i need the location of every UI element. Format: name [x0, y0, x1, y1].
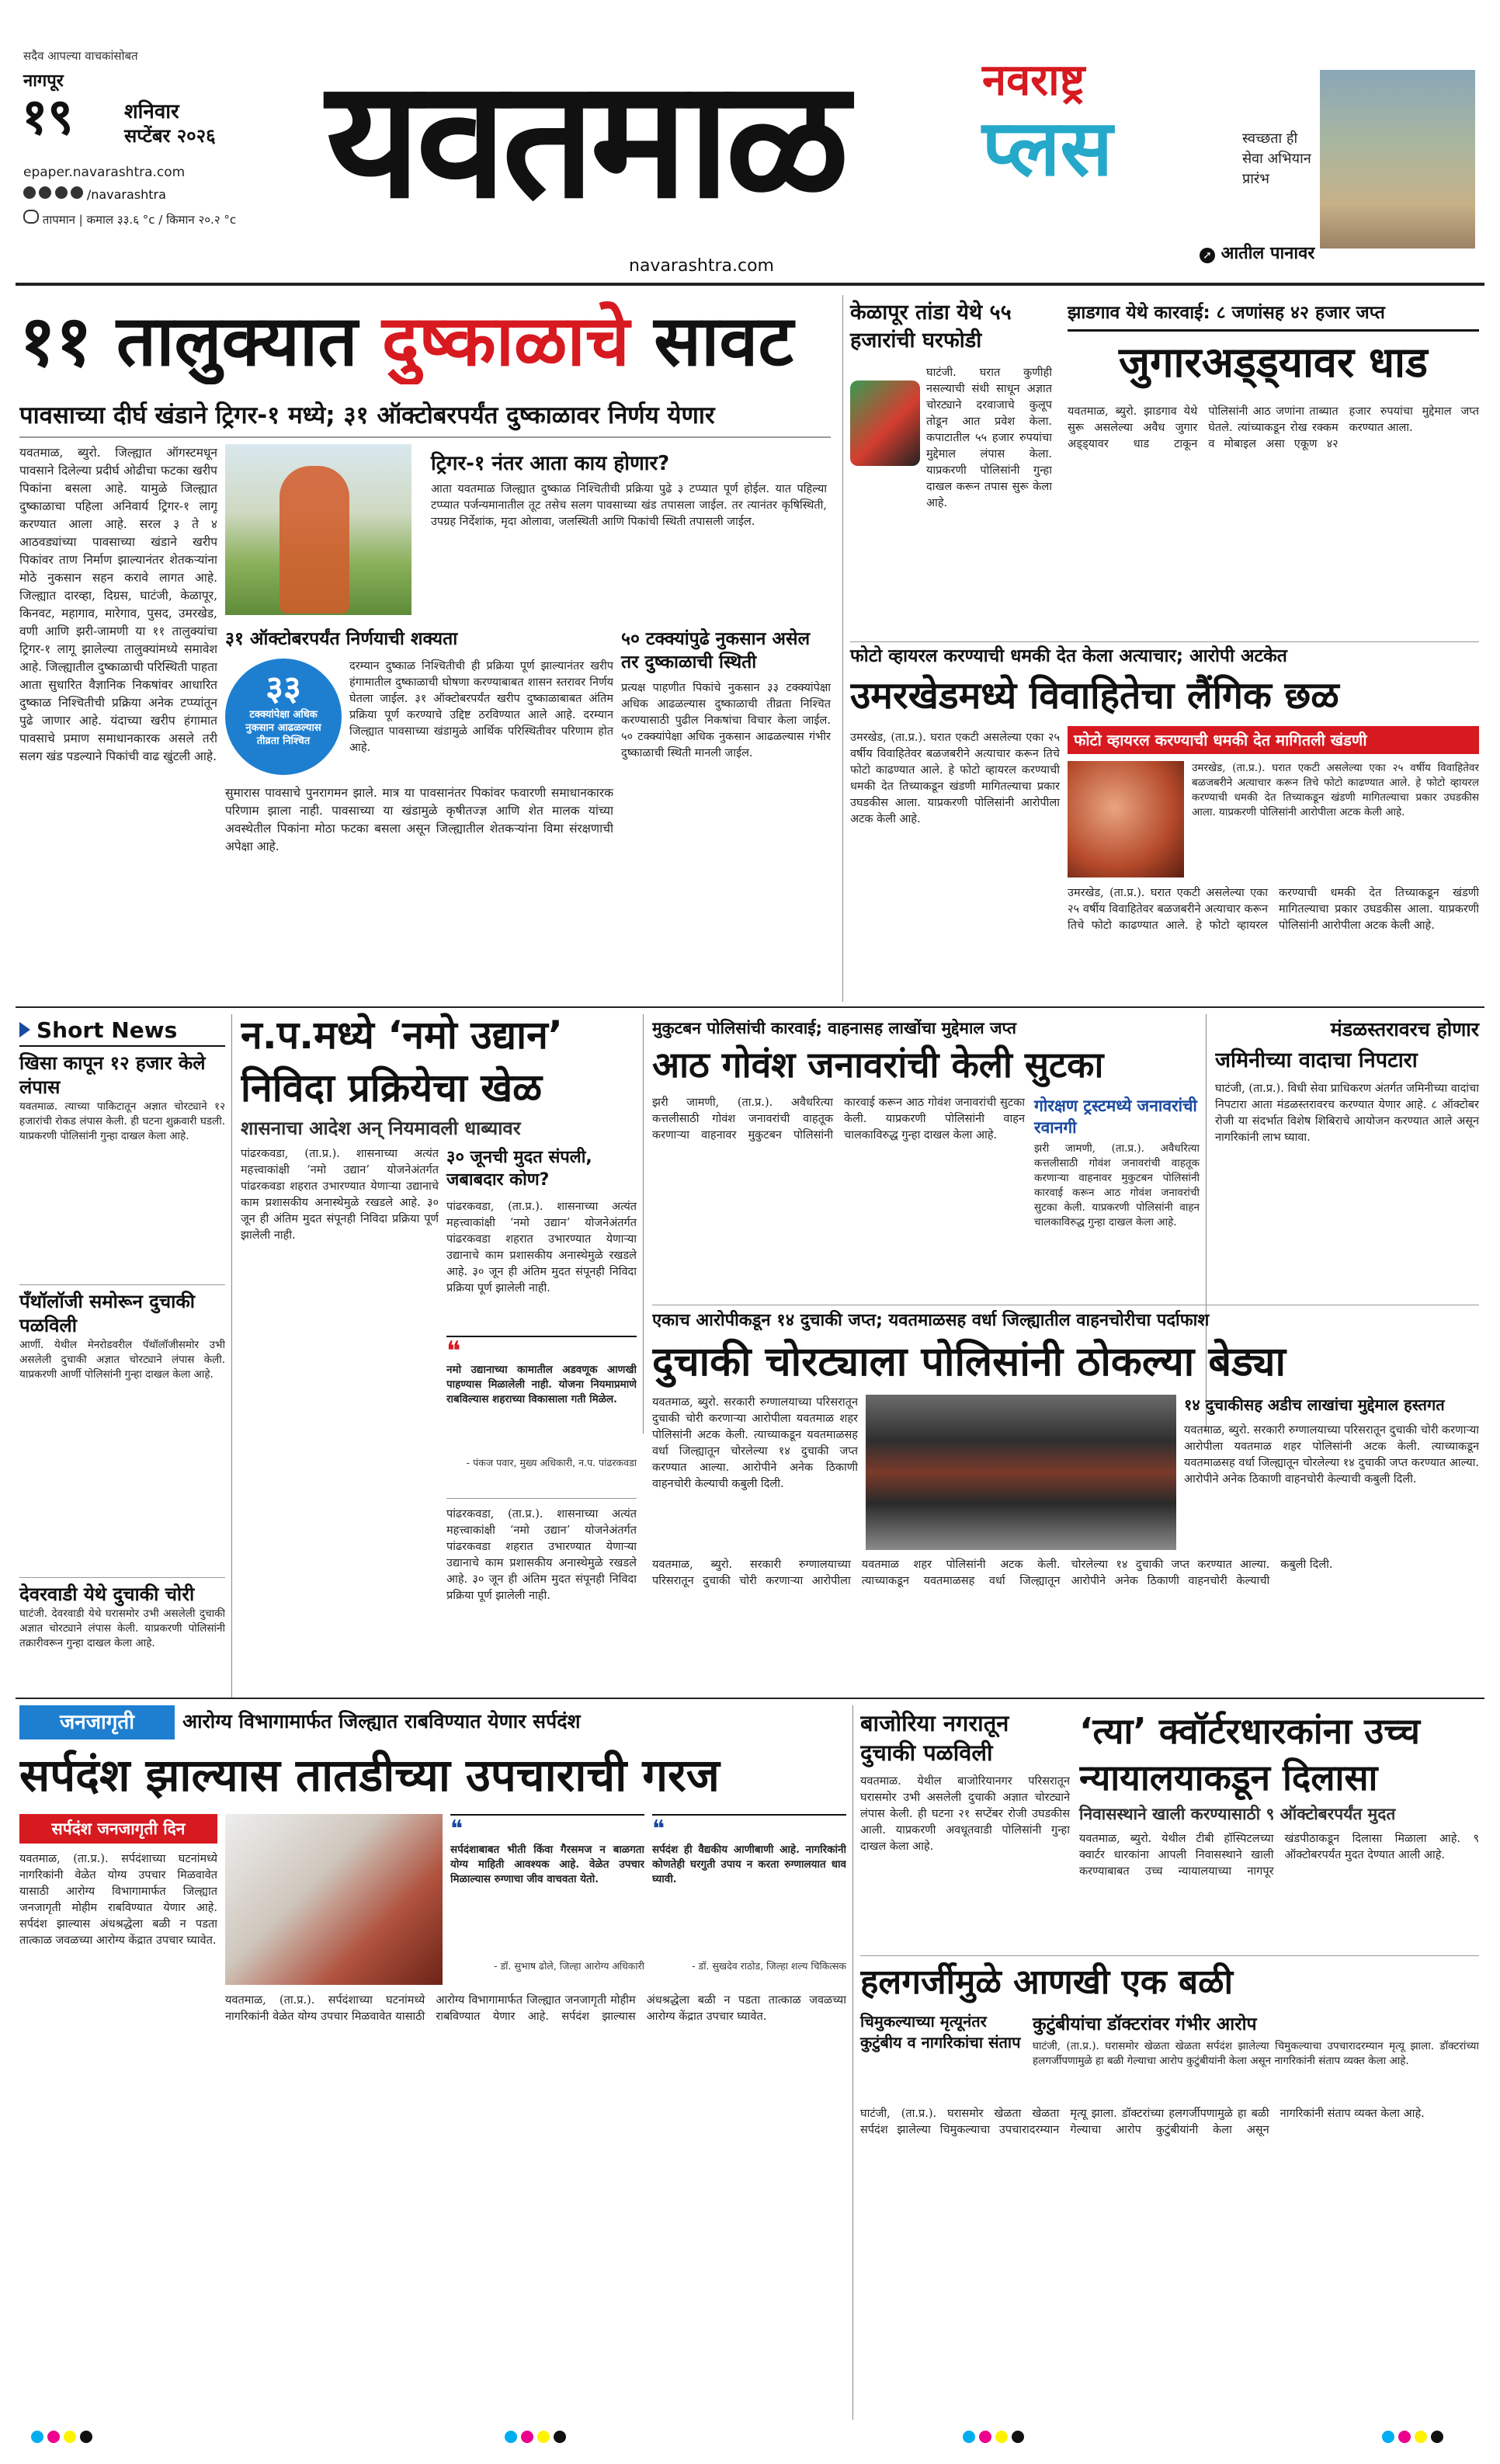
- namo-quote-box: [446, 1336, 637, 1499]
- short-news-label: Short News: [36, 1017, 178, 1043]
- awareness-tag: [19, 1705, 175, 1739]
- youtube-icon[interactable]: [71, 186, 83, 199]
- another-kicker-box: [860, 2011, 1023, 2089]
- short-news-icon: [19, 1022, 30, 1037]
- brand-bottom: प्लस: [982, 103, 1113, 193]
- bajoria-body: यवतमाळ. येथील बाजोरियानगर परिसरातून घरासमोर उभी असलेली दुचाकी अज्ञात चोरट्याने लंपास केली. ही घटना २१ सप्टेंबर रोजी उघडकीस आली. याप्रकरणी अवधूतवाडी पोलिसांनी गुन्हा दाखल केला आहे.: [860, 1775, 1070, 1853]
- lead-col-1: यवतमाळ, ब्युरो. जिल्ह्यात ऑगस्टमधून पावसाने दिलेल्या प्रदीर्घ ओढीचा फटका खरीप पिकांना बसला आहे. यामुळे जिल्ह्यात दुष्काळाचा पहिला अनिवार्य ट्रिगर-१ लागू करण्यात आला आहे. सरल ३ ते ४ आठवड्यांच्या पावसाच्या खंडाने खरीप पिकांवर ताण निर्माण झाल्यानंतर शेतकऱ्यांना मोठे नुकसान सहन करावे लागत आहे. जिल्ह्यात दारव्हा, दिग्रस, घाटंजी, केळापूर, किनवट, महागाव, मारेगाव, पुसद, उमरखेड, वणी आणि झरी-जामणी या ११ तालुक्यांचा ट्रिगर-१ लागू झालेल्या तालुक्यांमध्ये समावेश आहे. जिल्ह्यातील दुष्काळाची परिस्थिती पाहता आता सुधारित वैज्ञानिक निकषांवर आधारित दुष्काळ निश्चितीची प्रक्रिया अनेक टप्प्यांतून पुढे जाणार आहे. यंदाच्या खरीप हंगामात पावसाचे प्रमाण समाधानकारक असले तरी सलग खंड पडल्याने पिकांची वाढ खुंटली आहे.: [19, 446, 217, 763]
- farmer-figure: [280, 466, 349, 613]
- weather-strip: [23, 210, 236, 228]
- lead-col5-head: ५० टक्क्यांपुढे नुकसान असेल तर दुष्काळाची स्थिती: [621, 629, 811, 672]
- another-sub: कुटुंबीयांचा डॉक्टरांवर गंभीर आरोप: [1033, 2014, 1257, 2035]
- namo-quote-author: - पंकज पवार, मुख्य अधिकारी, न.प. पांढरकवडा: [466, 1457, 637, 1468]
- namo-body-1: पांढरकवडा, (ता.प्र.). शासनाच्या अत्यंत महत्त्वाकांक्षी ‘नमो उद्यान’ योजनेअंतर्गत पांढरकवडा शहरात उभारण्यात येणाऱ्या उद्यानाचे काम प्रशासकीय अनास्थेमुळे रखडले आहे. ३० जून ही अंतिम मुदत संपूनही निविदा प्रक्रिया पूर्ण झालेली नाही.: [241, 1148, 439, 1242]
- bikes-headline: दुचाकी चोरट्याला पोलिसांनी ठोकल्या बेड्या: [652, 1339, 1286, 1385]
- umar-headline: उमरखेडमध्ये विवाहितेचा लैंगिक छळ: [850, 674, 1339, 718]
- victim-illustration: [1068, 761, 1184, 878]
- another-body: घाटंजी, (ता.प्र.). घरासमोर खेळता खेळता सर्पदंश झालेल्या चिमुकल्याचा उपचारादरम्यान मृत्यू झाला. डॉक्टरांच्या हलगर्जीपणामुळे हा बळी गेल्याचा आरोप कुटुंबीयांनी केला असून नागरिकांनी संताप व्यक्त केला आहे.: [860, 2108, 1425, 2136]
- epaper-link[interactable]: epaper.navarashtra.com: [23, 165, 186, 180]
- bikes-body-2: यवतमाळ, ब्युरो. सरकारी रुग्णालयाच्या परिसरातून दुचाकी चोरी करणाऱ्या आरोपीला यवतमाळ शहर पोलिसांनी अटक केली. त्याच्याकडून यवतमाळसह वर्धा जिल्ह्यातून चोरलेल्या १४ दुचाकी जप्त करण्यात आल्या. आरोपीने अनेक ठिकाणी वाहनचोरी केल्याची कबुली दिली.: [1184, 1424, 1479, 1486]
- city-name: नागपूर: [23, 71, 64, 91]
- bikes-body-3: यवतमाळ, ब्युरो. सरकारी रुग्णालयाच्या परिसरातून दुचाकी चोरी करणाऱ्या आरोपीला यवतमाळ शहर पोलिसांनी अटक केली. त्याच्याकडून यवतमाळसह वर्धा जिल्ह्यातून चोरलेल्या १४ दुचाकी जप्त करण्यात आल्या. आरोपीने अनेक ठिकाणी वाहनचोरी केल्याची कबुली दिली.: [652, 1559, 1333, 1587]
- short-news-body-2: आर्णी. येथील मेनरोडवरील पॅथॉलॉजीसमोर उभी असलेली दुचाकी अज्ञात चोरट्याने लंपास केली. याप्रकरणी आर्णी पोलिसांनी गुन्हा दाखल केला आहे.: [19, 1339, 225, 1381]
- bikes-sub: १४ दुचाकीसह अडीच लाखांचा मुद्देमाल हस्तगत: [1184, 1395, 1445, 1414]
- date-day-number: १९: [22, 89, 74, 146]
- cattle-side-body: झरी जामणी, (ता.प्र.). अवैधरित्या कत्तलीसाठी गोवंश जनावरांची वाहतूक करणाऱ्या वाहनावर मुकुटबन पोलिसांनी कारवाई करून आठ गोवंश जनावरांची सुटका केली. याप्रकरणी पोलिसांनी वाहन चालकाविरुद्ध गुन्हा दाखल केला आहे.: [1034, 1142, 1200, 1229]
- short-news-body-3: घाटंजी. देवरवाडी येथे घरासमोर उभी असलेली दुचाकी अज्ञात चोरट्याने लंपास केली. याप्रकरणी पोलिसांनी तक्रारीवरून गुन्हा दाखल केला आहे.: [19, 1607, 225, 1649]
- quarter-headline-2: न्यायालयाकडून दिलासा: [1079, 1757, 1378, 1798]
- short-news-head-1: खिसा कापून १२ हजार केले लंपास: [19, 1052, 206, 1098]
- lead-headline: [19, 299, 835, 384]
- namo-body-2: पांढरकवडा, (ता.प्र.). शासनाच्या अत्यंत महत्त्वाकांक्षी ‘नमो उद्यान’ योजनेअंतर्गत पांढरकवडा शहरात उभारण्यात येणाऱ्या उद्यानाचे काम प्रशासकीय अनास्थेमुळे रखडले आहे. ३० जून ही अंतिम मुदत संपूनही निविदा प्रक्रिया पूर्ण झालेली नाही.: [446, 1201, 637, 1295]
- kelapur-headline: केळापूर तांडा येथे ५५ हजारांची घरफोडी: [850, 301, 1012, 353]
- registration-marks-right: [1382, 2431, 1475, 2449]
- weather-text: तापमान | कमाल ३३.६ °c / किमान २०.२ °c: [42, 213, 237, 227]
- lead-deck: पावसाच्या दीर्घ खंडाने ट्रिगर-१ मध्ये; ३१ ऑक्टोबरपर्यंत दुष्काळावर निर्णय येणार: [19, 401, 715, 429]
- registration-marks-center-left: [505, 2431, 598, 2449]
- lead-col4-head: ट्रिगर-१ नंतर आता काय होणार?: [431, 452, 670, 475]
- quote-icon-2: ❝: [652, 1816, 665, 1843]
- quote-box-1: [450, 1814, 644, 1985]
- awareness-quote-2-author: - डॉ. सुखदेव राठोड, जिल्हा शल्य चिकित्सक: [692, 1960, 846, 1972]
- lead-col-4: आता यवतमाळ जिल्ह्यात दुष्काळ निश्चितीची प्रक्रिया पुढे ३ टप्प्यात पूर्ण होईल. यात पहिल्या टप्प्यात पर्जन्यमानातील तूट तसेच सलग पावसाच्या खंड तपासला जाईल. तर त्यानंतर कृषिस्थिती, उपग्रह निर्देशांक, मृदा ओलावा, जलस्थिती आणि पिकांची स्थिती तपासली जाईल.: [431, 483, 827, 528]
- umar-body-2: उमरखेड, (ता.प्र.). घरात एकटी असलेल्या एका २५ वर्षीय विवाहितेवर बळजबरीने अत्याचार करून तिचे फोटो काढण्यात आले. हे फोटो व्हायरल करण्याची धमकी देत तिच्याकडून खंडणी मागितल्याचा प्रकार उघडकीस आला. याप्रकरणी पोलिसांनी आरोपीला अटक केली आहे.: [1192, 762, 1479, 818]
- quarter-deck: निवासस्थाने खाली करण्यासाठी ९ ऑक्टोबरपर्यंत मुदत: [1079, 1805, 1396, 1823]
- umar-body: उमरखेड, (ता.प्र.). घरात एकटी असलेल्या एका २५ वर्षीय विवाहितेवर बळजबरीने अत्याचार करून तिचे फोटो काढण्यात आले. हे फोटो व्हायरल करण्याची धमकी देत तिच्याकडून खंडणी मागितल्याचा प्रकार उघडकीस आला. याप्रकरणी पोलिसांनी आरोपीला अटक केली आहे.: [850, 732, 1060, 825]
- arrow-icon: ➚: [1200, 248, 1215, 263]
- cattle-side-head: गोरक्षण ट्रस्टमध्ये जनावरांची रवानगी: [1034, 1096, 1197, 1137]
- promo-link-label: आतील पानावर: [1220, 244, 1315, 263]
- quarter-body: यवतमाळ, ब्युरो. येथील टीबी हॉस्पिटलच्या क्वार्टर धारकांना आपली निवासस्थाने खाली करण्याबाबत उच्च न्यायालयाच्या नागपूर खंडपीठाकडून दिलासा मिळाला आहे. ९ ऑक्टोबरपर्यंत मुदत देण्यात आली आहे.: [1079, 1833, 1479, 1878]
- short-news-item-1: [19, 1051, 225, 1278]
- jugar-body: यवतमाळ, ब्युरो. झाडगाव येथे सुरू असलेल्या अवैध जुगार अड्ड्यावर धाड टाकून पोलिसांनी आठ जणांना ताब्यात घेतले. त्यांच्याकडून रोख रक्कम व मोबाइल असा एकूण ४२ हजार रुपयांचा मुद्देमाल जप्त करण्यात आला.: [1068, 405, 1479, 450]
- date-weekday: शनिवार: [124, 100, 179, 123]
- kelapur-body: घाटंजी. घरात कुणीही नसल्याची संधी साधून अज्ञात चोरट्याने दरवाजाचे कुलूप तोडून आत प्रवेश केला. कपाटातील ५५ हजार रुपयांचा मुद्देमाल लंपास केला. याप्रकरणी पोलिसांनी गुन्हा दाखल करून तपास सुरू केला आहे.: [926, 367, 1052, 509]
- awareness-quote-1-author: - डॉ. सुभाष ढोले, जिल्हा आरोग्य अधिकारी: [494, 1960, 644, 1972]
- promo-link[interactable]: [1200, 241, 1314, 264]
- cattle-body: झरी जामणी, (ता.प्र.). अवैधरित्या कत्तलीसाठी गोवंश जनावरांची वाहतूक करणाऱ्या वाहनावर मुकुटबन पोलिसांनी कारवाई करून आठ गोवंश जनावरांची सुटका केली. याप्रकरणी पोलिसांनी वाहन चालकाविरुद्ध गुन्हा दाखल केला आहे.: [652, 1096, 1025, 1142]
- land-headline: जमिनीच्या वादाचा निपटारा: [1215, 1048, 1418, 1072]
- awareness-quote-1: सर्पदंशाबाबत भीती किंवा गैरसमज न बाळगता योग्य माहिती आवश्यक आहे. वेळेत उपचार मिळाल्यास रुग्णाचा जीव वाचवता येतो.: [450, 1844, 644, 1885]
- bikes-body-1: यवतमाळ, ब्युरो. सरकारी रुग्णालयाच्या परिसरातून दुचाकी चोरी करणाऱ्या आरोपीला यवतमाळ शहर पोलिसांनी अटक केली. त्याच्याकडून यवतमाळसह वर्धा जिल्ह्यातून चोरलेल्या १४ दुचाकी जप्त करण्यात आल्या. आरोपीने अनेक ठिकाणी वाहनचोरी केल्याची कबुली दिली.: [652, 1396, 858, 1490]
- divider-namo: [231, 1014, 232, 1698]
- instagram-icon[interactable]: [39, 186, 51, 199]
- quote-box-2: [652, 1814, 846, 1985]
- registration-marks-left: [31, 2431, 124, 2449]
- bikes-photo: [866, 1395, 1176, 1550]
- bikes-kicker: एकाच आरोपीकडून १४ दुचाकी जप्त; यवतमाळसह वर्धा जिल्ह्यातील वाहनचोरीचा पर्दाफाश: [652, 1311, 1210, 1330]
- lead-col-3: सुमारास पावसाचे पुनरागमन झाले. मात्र या पावसानंतर पिकांवर फवारणी समाधानकारक परिणाम झाला नाही. पावसाच्या या खंडामुळे कृषीतज्ज्ञ आणि शेत मालक यांच्या अवस्थेतील पिकांना मोठा फटका बसला असून जिल्ह्यातील शेतकऱ्यांना विमा संरक्षणाची अपेक्षा आहे.: [225, 786, 613, 853]
- divider-bajoria: [852, 1705, 853, 2420]
- masthead-website[interactable]: navarashtra.com: [629, 256, 774, 276]
- umar-sub: फोटो व्हायरल करण्याची धमकी देत मागितली खंडणी: [1074, 731, 1367, 749]
- cattle-headline: आठ गोवंश जनावरांची केली सुटका: [652, 1044, 1104, 1086]
- bajoria-headline: बाजोरिया नगरातून दुचाकी पळविली: [860, 1710, 1009, 1766]
- awareness-sidebar-label: सर्पदंश जनजागृती दिन: [51, 1819, 186, 1838]
- jugar-headline-box: [1068, 329, 1479, 398]
- divider-top-right: [842, 295, 843, 1002]
- namo-headline-2: निविदा प्रक्रियेचा खेळ: [241, 1065, 543, 1110]
- namo-deck-2: ३० जूनची मुदत संपली, जबाबदार कोण?: [446, 1148, 592, 1190]
- lead-deck-rule: [19, 436, 831, 438]
- promo-photo: [1320, 70, 1475, 248]
- lead-col-2: दरम्यान दुष्काळ निश्चितीची ही प्रक्रिया पूर्ण झाल्यानंतर खरीप हंगामातील दुष्काळाची घोषणा करण्याबाबत शासन स्तरावर निर्णय घेतला जाईल. ३१ ऑक्टोबरपर्यंत खरीप दुष्काळाबाबत अंतिम प्रक्रिया पूर्ण करण्याचे उद्दिष्ट ठरविण्यात आले आहे. दरम्यान जिल्ह्यात पावसाच्या खंडामुळे आर्थिक परिस्थितीवर परिणाम होत आहे.: [349, 660, 613, 754]
- umar-sub-box: [1068, 726, 1479, 754]
- quote-icon: ❝: [446, 1336, 461, 1367]
- namo-quote: नमो उद्यानाच्या कामातील अडवणूक आणखी पाहण्यास मिळालेली नाही. योजना नियमाप्रमाणे राबविल्यास शहराच्या विकासाला गती मिळेल.: [446, 1364, 637, 1406]
- brand-top: नवराष्ट्र: [982, 55, 1085, 106]
- namo-body-3: पांढरकवडा, (ता.प्र.). शासनाच्या अत्यंत महत्त्वाकांक्षी ‘नमो उद्यान’ योजनेअंतर्गत पांढरकवडा शहरात उभारण्यात येणाऱ्या उद्यानाचे काम प्रशासकीय अनास्थेमुळे रखडले आहे. ३० जून ही अंतिम मुदत संपूनही निविदा प्रक्रिया पूर्ण झालेली नाही.: [446, 1508, 637, 1602]
- twitter-icon[interactable]: [55, 186, 68, 199]
- masthead-title: यवतमाळ: [326, 44, 845, 235]
- short-news-head-3: देवरवाडी येथे दुचाकी चोरी: [19, 1583, 195, 1605]
- awareness-kicker: आरोग्य विभागामार्फत जिल्ह्यात राबविण्यात येणार सर्पदंश: [182, 1710, 581, 1732]
- weather-icon: [23, 210, 39, 224]
- masthead: [0, 0, 1500, 280]
- brand-logo: [982, 56, 1192, 235]
- short-news-head-2: पँथॉलॉजी समोरून दुचाकी पळविली: [19, 1291, 196, 1336]
- another-kicker: चिमुकल्याच्या मृत्यूनंतर कुटुंबीय व नागरिकांचा संताप: [860, 2012, 1021, 2052]
- short-news-body-1: यवतमाळ. त्याच्या पाकिटातून अज्ञात चोरट्याने १२ हजारांची रोकड लंपास केली. ही घटना शुक्रवारी घडली. याप्रकरणी पोलिसांनी गुन्हा दाखल केला आहे.: [19, 1100, 225, 1142]
- lead-badge: [225, 659, 342, 775]
- lead-badge-number: ३३: [266, 669, 301, 708]
- masthead-tagline: सदैव आपल्या वाचकांसोबत: [23, 49, 138, 63]
- social-handle: /navarashtra: [86, 187, 166, 202]
- umar-kicker: फोटो व्हायरल करण्याची धमकी देत केला अत्याचार; आरोपी अटकेत: [850, 646, 1287, 666]
- cattle-kicker: मुकुटबन पोलिसांची कारवाई; वाहनासह लाखोंचा मुद्देमाल जप्त: [652, 1019, 1016, 1037]
- lead-col2-head: ३१ ऑक्टोबरपर्यंत निर्णयाची शक्यता: [225, 629, 458, 649]
- awareness-quote-2: सर्पदंश ही वैद्यकीय आणीबाणी आहे. नागरिकांनी कोणतेही घरगुती उपाय न करता रुग्णालयात धाव घ्यावी.: [652, 1844, 846, 1885]
- jugar-headline: जुगारअड्ड्यावर धाड: [1119, 338, 1428, 387]
- lead-badge-text: टक्क्यांपेक्षा अधिक नुकसान आढळल्यास तीव्रता निश्चित: [245, 709, 321, 747]
- divider-cattle: [643, 1014, 644, 1434]
- lead-headline-part-c: सावट: [629, 301, 793, 382]
- quote-icon-1: ❝: [450, 1816, 464, 1843]
- short-news-label-box: [19, 1014, 225, 1047]
- umar-top-rule: [850, 641, 1479, 642]
- awareness-headline: सर्पदंश झाल्यास तातडीच्या उपचाराची गरज: [19, 1749, 720, 1802]
- awareness-tag-label: जनजागृती: [60, 1711, 134, 1734]
- lead-headline-part-b: दुष्काळाचे: [381, 301, 630, 382]
- registration-marks-center-right: [963, 2431, 1056, 2449]
- namo-headline-1: न.प.मध्ये ‘नमो उद्यान’: [241, 1013, 563, 1058]
- short-news-item-2: [19, 1284, 225, 1571]
- date-month-year: सप्टेंबर २०२६: [124, 125, 216, 147]
- land-body: घाटंजी, (ता.प्र.). विधी सेवा प्राधिकरण अंतर्गत जमिनीच्या वादांचा निपटारा आता मंडळस्तरावरच करण्यात येणार आहे. ८ ऑक्टोबर रोजी या संदर्भात विशेष शिबिराचे आयोजन करण्यात आले असून नागरिकांनी लाभ घ्यावा.: [1215, 1083, 1479, 1144]
- land-kicker: मंडळस्तरावरच होणार: [1330, 1018, 1479, 1041]
- another-top-rule: [860, 1955, 1479, 1956]
- quarter-headline-1: ‘त्या’ क्वॉर्टरधारकांना उच्च: [1079, 1710, 1420, 1752]
- another-headline: हलगर्जीमुळे आणखी एक बळी: [860, 1962, 1233, 2002]
- another-body-intro: घाटंजी, (ता.प्र.). घरासमोर खेळता खेळता सर्पदंश झालेल्या चिमुकल्याचा उपचारादरम्यान मृत्यू झाला. डॉक्टरांच्या हलगर्जीपणामुळे हा बळी गेल्याचा आरोप कुटुंबीयांनी केला असून नागरिकांनी संताप व्यक्त केला आहे.: [1033, 2040, 1479, 2067]
- awareness-sidebar: [19, 1814, 217, 1844]
- section-rule-1: [16, 1006, 1484, 1008]
- namo-deck-1: शासनाचा आदेश अन् नियमावली धाब्यावर: [241, 1117, 521, 1139]
- awareness-body-1: यवतमाळ, (ता.प्र.). सर्पदंशाच्या घटनांमध्ये नागरिकांनी वेळेत योग्य उपचार मिळवावेत यासाठी आरोग्य विभागामार्फत जिल्ह्यात जनजागृती मोहीम राबविण्यात येणार आहे. सर्पदंश झाल्यास अंधश्रद्धेला बळी न पडता तात्काळ जवळच्या आरोग्य केंद्रात उपचार घ्यावेत.: [19, 1853, 217, 1947]
- lead-col-5: प्रत्यक्ष पाहणीत पिकांचे नुकसान ३३ टक्क्यांपेक्षा अधिक आढळल्यास दुष्काळाची तीव्रता निश्चित करण्यासाठी पुढील निकषांचा विचार केला जाईल. ५० टक्क्यांपेक्षा अधिक नुकसान आढळल्यास गंभीर दुष्काळाची स्थिती मानली जाईल.: [621, 682, 831, 759]
- masthead-rule: [16, 283, 1484, 286]
- snake-photo: [225, 1814, 443, 1985]
- awareness-body-2: यवतमाळ, (ता.प्र.). सर्पदंशाच्या घटनांमध्ये नागरिकांनी वेळेत योग्य उपचार मिळवावेत यासाठी आरोग्य विभागामार्फत जिल्ह्यात जनजागृती मोहीम राबविण्यात येणार आहे. सर्पदंश झाल्यास अंधश्रद्धेला बळी न पडता तात्काळ जवळच्या आरोग्य केंद्रात उपचार घ्यावेत.: [225, 1994, 846, 2023]
- social-icons: [23, 186, 166, 202]
- promo-text: स्वच्छता ही सेवा अभियान प्रारंभ: [1242, 130, 1311, 187]
- umar-body-3: उमरखेड, (ता.प्र.). घरात एकटी असलेल्या एका २५ वर्षीय विवाहितेवर बळजबरीने अत्याचार करून तिचे फोटो काढण्यात आले. हे फोटो व्हायरल करण्याची धमकी देत तिच्याकडून खंडणी मागितल्याचा प्रकार उघडकीस आला. याप्रकरणी पोलिसांनी आरोपीला अटक केली आहे.: [1068, 887, 1479, 932]
- facebook-icon[interactable]: [23, 186, 36, 199]
- section-rule-2: [16, 1698, 1484, 1699]
- lead-headline-part-a: ११ तालुक्यात: [19, 301, 382, 382]
- jhadgaon-kicker: झाडगाव येथे कारवाई: ८ जणांसह ४२ हजार जप्त: [1068, 303, 1385, 323]
